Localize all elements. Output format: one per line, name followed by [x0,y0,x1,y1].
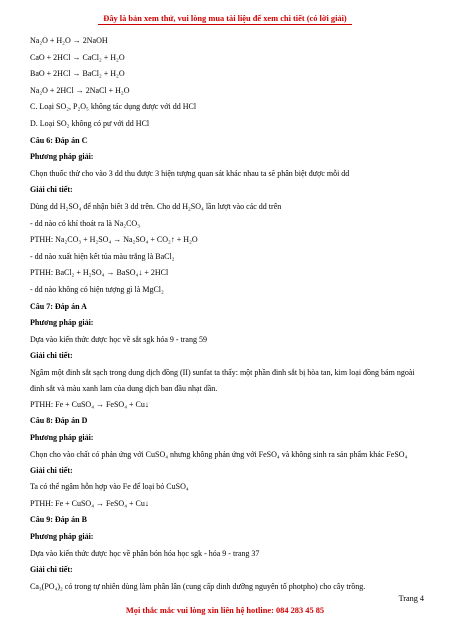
body-text-line: - dd nào không có hiện tượng gì là MgCl₂ [30,284,164,294]
body-text-line: Dựa vào kiến thức được học về sắt sgk hóa 9 - trang 59 [30,334,207,344]
section-heading: Câu 9: Đáp án B [30,515,87,525]
preview-notice-banner [0,14,450,25]
section-heading: Giải chi tiết: [30,185,73,195]
section-heading: Câu 8: Đáp án D [30,416,88,426]
body-text-line: D. Loại SO₂ không có pư với dd HCl [30,118,150,128]
section-heading: Phương pháp giải: [30,532,94,542]
section-heading: Phương pháp giải: [30,433,94,443]
body-text-line: PTHH: BaCl₂ + H₂SO₄ → BaSO₄↓ + 2HCl [30,268,169,278]
section-heading: Giải chi tiết: [30,351,73,361]
body-text-line: Na₂O + H₂O → 2NaOH [30,36,108,45]
hotline-notice: Mọi thắc mắc vui lòng xin liên hệ hotline: 084 283 45 85 [125,606,325,615]
section-heading: Giải chi tiết: [30,565,73,575]
body-text-line: Chọn thuốc thử cho vào 3 dd thu được 3 hiện tượng quan sát khác nhau ta sẽ phân biệt được mỗi dd [30,168,350,178]
body-text-line: Ngâm một đinh sắt sạch trong dung dịch đồng (II) sunfat ta thấy: một phần đinh sắt bị hòa tan, kim loại đồng bám ngoài đinh sắt và màu xanh lam của dung dịch ban đầu nhạt dần. [30,367,415,393]
section-heading: Phương pháp giải: [30,318,94,328]
section-heading: Câu 6: Đáp án C [30,135,88,145]
body-text-line: CaO + 2HCl → CaCl₂ + H₂O [30,52,125,62]
body-text-line: - dd nào xuất hiện kết tủa màu trắng là BaCl₂ [30,251,175,261]
section-heading: Phương pháp giải: [30,152,94,162]
section-heading: Giải chi tiết: [30,465,73,475]
body-text-line: Dùng dd H₂SO₄ để nhận biết 3 dd trên. Cho dd H₂SO₄ lần lượt vào các dd trên [30,201,282,211]
body-text-line: PTHH: Na₂CO₃ + H₂SO₄ → Na₂SO₄ + CO₂↑ + H₂O [30,235,198,245]
body-text-line: Ta có thể ngâm hỗn hợp vào Fe để loại bỏ CuSO₄ [30,482,189,492]
body-text-line: PTHH: Fe + CuSO₄ → FeSO₄ + Cu↓ [30,498,149,508]
body-text-line: Na₂O + 2HCl → 2NaCl + H₂O [30,85,130,95]
body-text-line: Chọn cho vào chất có phản ứng với CuSO₄ nhưng không phản ứng với FeSO₄ và không sinh ra sản phẩm khác FeSO₄ [30,449,408,459]
body-text-line: Dựa vào kiến thức được học về phân bón hóa học sgk - hóa 9 - trang 37 [30,548,260,558]
body-text-line: C. Loại SO₂, P₂O₅ không tác dụng được với dd HCl [30,102,197,112]
body-text-line: - dd nào có khí thoát ra là Na₂CO₃ [30,218,140,228]
body-text-line: BaO + 2HCl → BaCl₂ + H₂O [30,69,125,79]
section-heading: Câu 7: Đáp án A [30,301,87,311]
body-text-line: Ca₃(PO₄)₂ có trong tự nhiên dùng làm phân lân (cung cấp dinh dưỡng nguyên tố photpho) cho cây trồng. [30,581,366,591]
body-text-line: PTHH: Fe + CuSO₄ → FeSO₄ + Cu↓ [30,399,149,409]
document-body [30,33,430,595]
page-number: Trang 4 [398,594,424,603]
preview-notice-text: Đây là bản xem thử, vui lòng mua tài liệu để xem chi tiết (có lời giải) [98,14,351,25]
